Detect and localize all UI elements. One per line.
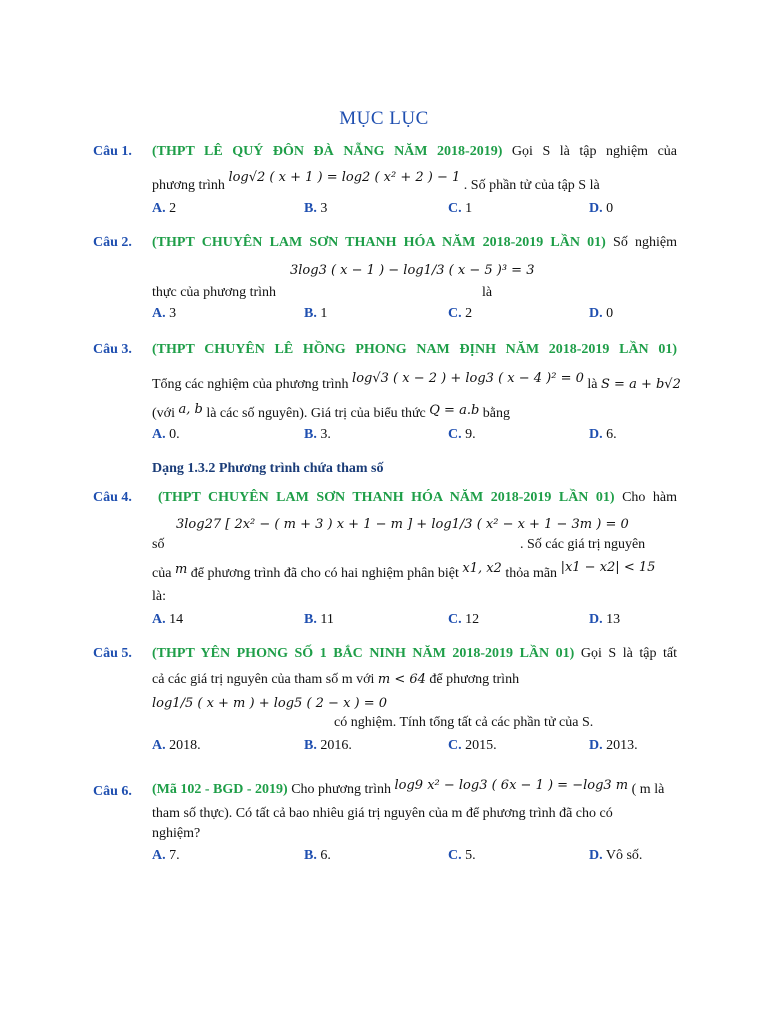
question-line xyxy=(152,778,665,798)
answer-choice[interactable]: B. 6. xyxy=(304,848,331,863)
question-text: Gọi S là tập tất xyxy=(580,646,678,661)
question-line xyxy=(152,340,677,360)
answer-choice[interactable]: B. 3 xyxy=(304,201,328,216)
question-line xyxy=(152,402,511,422)
page-title: MỤC LỤC xyxy=(339,108,429,129)
question-text: cả các giá trị nguyên của tham số m với xyxy=(152,672,375,687)
question-text: thỏa mãn xyxy=(505,566,558,581)
question-source: (THPT CHUYÊN LAM SƠN THANH HÓA NĂM 2018-2019 LẦN 01) xyxy=(158,490,615,505)
question-text: để phương trình đã cho có hai nghiệm phân biệt xyxy=(190,566,459,581)
answer-choice[interactable]: D. Vô số. xyxy=(589,848,643,863)
question-line xyxy=(152,233,677,253)
question-text: Tổng các nghiệm của phương trình xyxy=(152,377,349,392)
question-text: (với xyxy=(152,406,175,421)
question-text: có nghiệm. Tính tổng tất cả các phần tử của S. xyxy=(334,715,594,730)
answer-choice[interactable]: A. 2 xyxy=(152,201,177,216)
question-source: (Mã 102 - BGD - 2019) xyxy=(152,782,288,797)
question-line xyxy=(152,371,681,393)
answer-choice[interactable]: C. 12 xyxy=(448,612,480,627)
equation-formula: log1/5 ( x + m ) + log5 ( 2 − x ) = 0 xyxy=(152,696,388,711)
question-text: . Số các giá trị nguyên xyxy=(520,537,646,552)
variable-formula: m xyxy=(174,562,188,577)
answer-choice[interactable]: D. 0 xyxy=(589,306,614,321)
question-number: Câu 3. xyxy=(93,342,132,357)
question-line xyxy=(152,560,656,582)
equation-formula: m < 64 xyxy=(377,672,426,687)
question-text: của xyxy=(152,566,172,581)
answer-choice[interactable]: B. 1 xyxy=(304,306,328,321)
equation-formula: 3log27 [ 2x² − ( m + 3 ) x + 1 − m ] + log1/3 ( x² − x + 1 − 3m ) = 0 xyxy=(176,517,629,532)
question-number: Câu 5. xyxy=(93,646,132,661)
question-number: Câu 1. xyxy=(93,144,132,159)
answer-choice[interactable]: A. 7. xyxy=(152,848,180,863)
answer-choice[interactable]: D. 0 xyxy=(589,201,614,216)
question-text: Cho hàm xyxy=(622,490,677,505)
question-text: là: xyxy=(152,589,166,604)
question-text: phương trình xyxy=(152,178,225,193)
question-line xyxy=(152,670,677,690)
answer-choice[interactable]: C. 9. xyxy=(448,427,476,442)
question-line xyxy=(158,488,677,508)
question-text: Gọi S là tập nghiệm của xyxy=(511,144,678,159)
section-subheading: Dạng 1.3.2 Phương trình chứa tham số xyxy=(152,461,384,476)
answer-choice[interactable]: D. 13 xyxy=(589,612,621,627)
equation-formula: |x1 − x2| < 15 xyxy=(560,560,656,575)
question-line xyxy=(152,170,600,194)
question-text: ( m là xyxy=(631,782,665,797)
question-text: Cho phương trình xyxy=(291,782,391,797)
question-number: Câu 4. xyxy=(93,490,132,505)
question-line xyxy=(152,644,677,664)
question-text: là các số nguyên). Giá trị của biểu thức xyxy=(206,406,426,421)
question-source: (THPT CHUYÊN LAM SƠN THANH HÓA NĂM 2018-2019 LẦN 01) xyxy=(152,235,606,250)
answer-choice[interactable]: A. 2018. xyxy=(152,738,201,753)
question-text: là xyxy=(587,377,598,392)
answer-choice[interactable]: A. 3 xyxy=(152,306,177,321)
question-text: số xyxy=(152,537,165,552)
variable-formula: x1, x2 xyxy=(462,561,502,576)
answer-choice[interactable]: C. 2015. xyxy=(448,738,497,753)
question-text: để phương trình xyxy=(429,672,520,687)
equation-formula: log√2 ( x + 1 ) = log2 ( x² + 2 ) − 1 xyxy=(228,170,461,185)
equation-formula: 3log3 ( x − 1 ) − log1/3 ( x − 5 )³ = 3 xyxy=(290,263,535,278)
question-source: (THPT LÊ QUÝ ĐÔN ĐÀ NẴNG NĂM 2018-2019) xyxy=(152,144,503,159)
answer-choice[interactable]: D. 2013. xyxy=(589,738,638,753)
equation-formula: log√3 ( x − 2 ) + log3 ( x − 4 )² = 0 xyxy=(352,371,584,386)
question-text: nghiệm? xyxy=(152,826,201,841)
answer-choice[interactable]: B. 2016. xyxy=(304,738,352,753)
answer-choice[interactable]: B. 3. xyxy=(304,427,331,442)
question-source: (THPT YÊN PHONG SỐ 1 BẮC NINH NĂM 2018-2019 LẦN 01) xyxy=(152,646,575,661)
answer-choice[interactable]: C. 5. xyxy=(448,848,476,863)
question-text: tham số thực). Có tất cả bao nhiêu giá trị nguyên của m để phương trình đã cho có xyxy=(152,806,613,821)
question-number: Câu 6. xyxy=(93,784,132,799)
question-text: Số nghiệm xyxy=(613,235,677,250)
answer-choice[interactable]: C. 1 xyxy=(448,201,473,216)
answer-choice[interactable]: A. 14 xyxy=(152,612,184,627)
equation-formula: log9 x² − log3 ( 6x − 1 ) = −log3 m xyxy=(394,778,629,793)
variable-formula: a, b xyxy=(178,402,203,417)
answer-choice[interactable]: B. 11 xyxy=(304,612,334,627)
answer-choice[interactable]: C. 2 xyxy=(448,306,473,321)
question-number: Câu 2. xyxy=(93,235,132,250)
question-source: (THPT CHUYÊN LÊ HỒNG PHONG NAM ĐỊNH NĂM 2018-2019 LẦN 01) xyxy=(152,342,677,357)
question-text: . Số phần tử của tập S là xyxy=(463,178,600,193)
question-text: thực của phương trình xyxy=(152,285,277,300)
question-text: bằng xyxy=(482,406,511,421)
answer-choice[interactable]: A. 0. xyxy=(152,427,180,442)
equation-formula: S = a + b√2 xyxy=(601,377,681,392)
question-text: là xyxy=(482,285,493,300)
question-line xyxy=(152,142,677,162)
equation-formula: Q = a.b xyxy=(429,403,480,418)
answer-choice[interactable]: D. 6. xyxy=(589,427,617,442)
